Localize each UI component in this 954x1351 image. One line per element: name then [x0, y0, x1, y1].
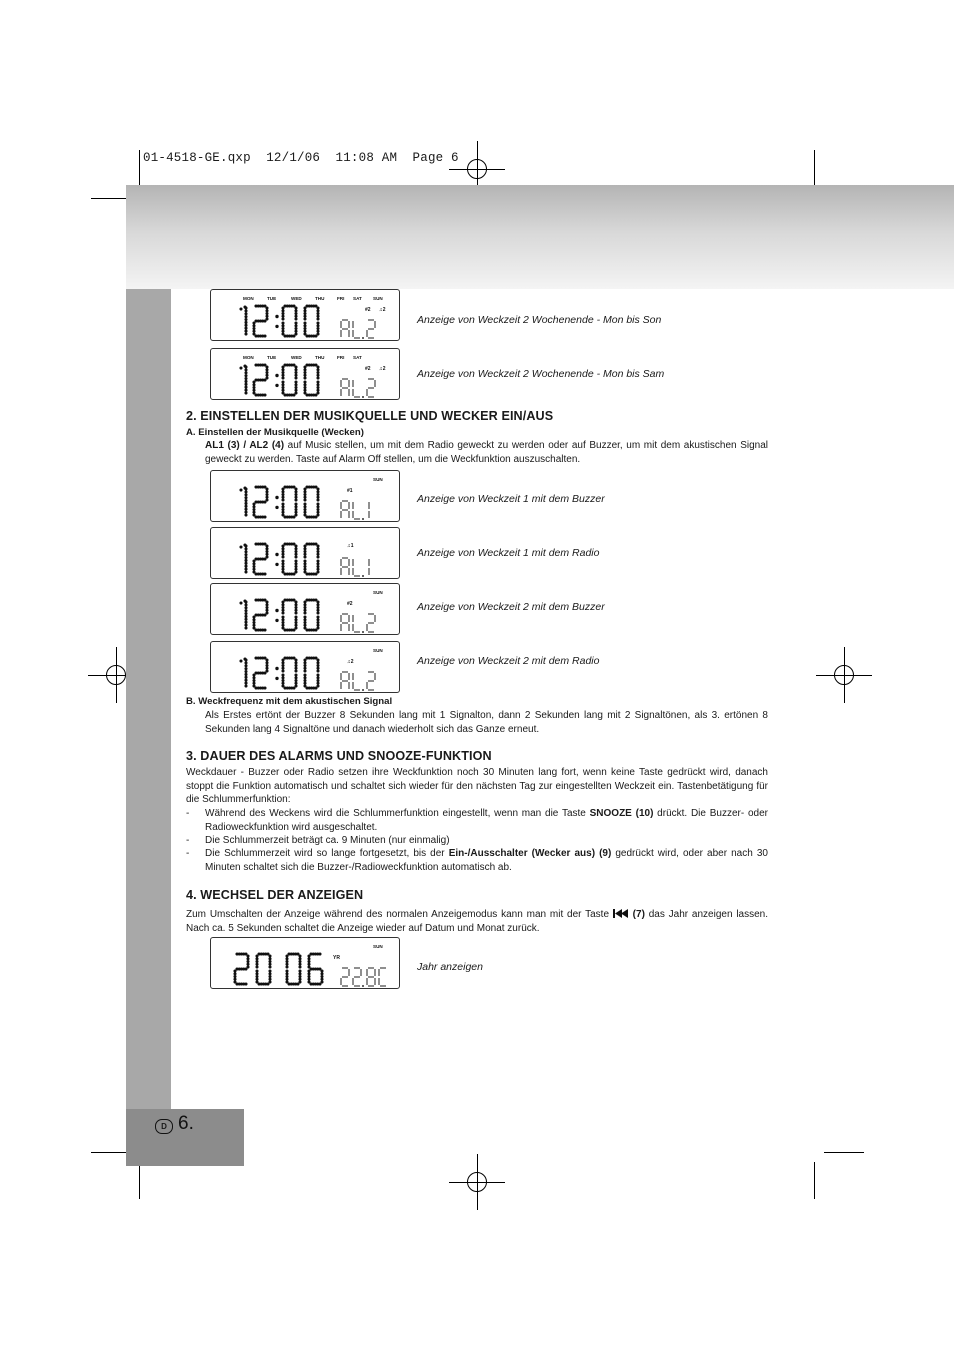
paragraph: Zum Umschalten der Anzeige während des normalen Anzeigemodus kann man mit der Taste (7) das Jahr anzeigen lassen. Nach ca. 5 Sekunden schaltet die Anzeige wieder auf Datum und Monat zurück. [186, 909, 769, 934]
side-bar [126, 289, 171, 1109]
crop-mark [814, 1162, 815, 1199]
crop-mark [814, 150, 815, 187]
bullet-dash: - [186, 835, 190, 846]
lcd-day-label: TUE [267, 355, 277, 360]
lcd-day-label: FRI [337, 355, 345, 360]
lcd-drawing [211, 642, 401, 694]
lcd-caption: Anzeige von Weckzeit 2 Wochenende - Mon bis Son [417, 314, 662, 326]
lcd-display [210, 583, 400, 635]
lcd-day-label: MON [243, 355, 254, 360]
key-reference: AL1 (3) / AL2 (4) [205, 440, 285, 451]
key-reference: SNOOZE (10) [589, 808, 654, 819]
lcd-day-label: SUN [373, 944, 383, 949]
subsection-label: B. Weckfrequenz mit dem akustischen Signal [186, 696, 393, 707]
lcd-day-label: SAT [353, 355, 362, 360]
registration-mark-icon [467, 1172, 487, 1192]
header-band [126, 185, 954, 289]
list-item-text: Während des Weckens wird die Schlummerfunktion eingestellt, wenn man die Taste SNOOZE (10) drückt. Die Buzzer- oder Radioweckfunktion wird ausgeschaltet. [205, 808, 768, 833]
lcd-caption: Anzeige von Weckzeit 1 mit dem Radio [417, 547, 600, 559]
paragraph: Weckdauer - Buzzer oder Radio setzen ihre Weckfunktion noch 30 Minuten lang fort, wenn keine Taste gedrückt wird, danach stoppt die Funktion automatisch und schaltet sich wieder für den nächsten Tag zur eingestellten Weckzeit ein. Tastenbetätigung für die Schlummerfunktion: [186, 767, 768, 805]
lcd-indicator: #2 [347, 601, 353, 607]
registration-mark-icon [834, 665, 854, 685]
lcd-indicator: #1 [347, 488, 353, 494]
key-reference: (7) [632, 909, 645, 920]
bullet-dash: - [186, 808, 190, 819]
lcd-day-label: SAT [353, 296, 362, 301]
lcd-indicator: YR [333, 955, 340, 961]
language-badge: D [155, 1119, 173, 1134]
registration-mark-icon [467, 159, 487, 179]
list-item-text: Die Schlummerzeit wird so lange fortgesetzt, bis der Ein-/Ausschalter (Wecker aus) (9) gedrückt wird, oder aber nach 30 Minuten schaltet sich die Buzzer-/Radioweckfunktion automatisch ab. [205, 848, 768, 873]
section-heading: 4. WECHSEL DER ANZEIGEN [186, 888, 364, 902]
list-item-text: Die Schlummerzeit beträgt ca. 9 Minuten (nur einmalig) [205, 835, 450, 846]
crop-mark [139, 1162, 140, 1199]
lcd-caption: Anzeige von Weckzeit 2 mit dem Radio [417, 655, 600, 667]
bullet-dash: - [186, 848, 190, 859]
paragraph: Als Erstes ertönt der Buzzer 8 Sekunden lang mit 1 Signalton, dann 2 Sekunden lang mit 2 Signaltönen, als 3. ertönen 8 Sekunden lang 4 Signaltöne und danach wiederholt sich das Ganze erneut. [205, 710, 768, 735]
lcd-caption: Anzeige von Weckzeit 2 Wochenende - Mon bis Sam [417, 368, 665, 380]
lcd-caption: Jahr anzeigen [417, 961, 483, 973]
skip-back-icon [613, 909, 629, 918]
lcd-drawing [211, 290, 401, 342]
section-heading: 2. EINSTELLEN DER MUSIKQUELLE UND WECKER EIN/AUS [186, 409, 554, 423]
lcd-day-label: TUE [267, 296, 277, 301]
lcd-day-label: SUN [373, 296, 383, 301]
lcd-day-label: WED [291, 355, 302, 360]
crop-mark [91, 1152, 131, 1153]
lcd-indicator: ♫1 [347, 543, 354, 549]
registration-mark-icon [106, 665, 126, 685]
lcd-drawing [211, 471, 401, 523]
paragraph-text: auf Music stellen, um mit dem Radio geweckt zu werden oder auf Buzzer, um mit dem akustischen Signal geweckt zu werden. Taste auf Alarm Off stellen, um die Weckfunktion auszuschalten. [205, 440, 768, 465]
lcd-day-label: SUN [373, 648, 383, 653]
crop-mark [139, 150, 140, 187]
lcd-day-label: SUN [373, 477, 383, 482]
paragraph [205, 439, 768, 466]
lcd-day-label: THU [315, 296, 325, 301]
lcd-display [210, 348, 400, 400]
lcd-indicator: ♫2 [379, 366, 386, 372]
lcd-indicator: ♫2 [347, 659, 354, 665]
crop-mark [91, 198, 131, 199]
lcd-drawing [211, 528, 401, 580]
printer-slug: 01-4518-GE.qxp 12/1/06 11:08 AM Page 6 [143, 151, 459, 165]
lcd-drawing [211, 584, 401, 636]
subsection-label: A. Einstellen der Musikquelle (Wecken) [186, 427, 364, 438]
lcd-drawing [211, 349, 401, 401]
key-reference: Ein-/Ausschalter (Wecker aus) (9) [448, 848, 612, 859]
page-number: 6. [178, 1113, 194, 1134]
lcd-day-label: SUN [373, 590, 383, 595]
lcd-display [210, 527, 400, 579]
lcd-display [210, 937, 400, 989]
lcd-indicator: #2 [365, 307, 371, 313]
lcd-display [210, 289, 400, 341]
crop-mark [824, 1152, 864, 1153]
section-heading: 3. DAUER DES ALARMS UND SNOOZE-FUNKTION [186, 749, 492, 763]
lcd-drawing [211, 938, 401, 990]
lcd-day-label: WED [291, 296, 302, 301]
lcd-indicator: #2 [365, 366, 371, 372]
lcd-display [210, 470, 400, 522]
lcd-day-label: THU [315, 355, 325, 360]
lcd-caption: Anzeige von Weckzeit 2 mit dem Buzzer [417, 601, 605, 613]
lcd-indicator: ♫2 [379, 307, 386, 313]
lcd-display [210, 641, 400, 693]
lcd-caption: Anzeige von Weckzeit 1 mit dem Buzzer [417, 493, 605, 505]
lcd-day-label: FRI [337, 296, 345, 301]
lcd-day-label: MON [243, 296, 254, 301]
